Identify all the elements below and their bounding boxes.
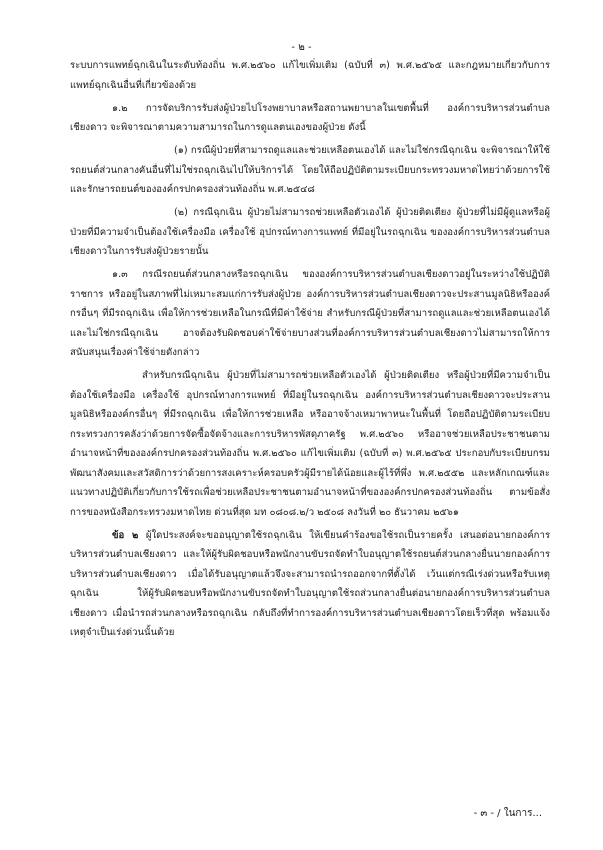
paragraph-1-2: ๑.๒ การจัดบริการรับส่งผู้ป่วยไปโรงพยาบาลหรือสถานพยาบาลในเขตพื้นที่ องค์การบริหารส่วนตำบลเชียงดาว จะพิจารณาตามความสามารถในการดูแลตนเองของผู้ป่วย ดังนี้ [70,102,550,133]
clause-2 [70,526,550,643]
footer-continuation: - ๓ - / ในการ... [473,808,542,819]
paragraph-1-3: ๑.๓ กรณีรถยนต์ส่วนกลางหรือรถฉุกเฉิน ขององค์การบริหารส่วนตำบลเชียงดาวอยู่ในระหว่างใช้ปฏิบัติราชการ หรืออยู่ในสภาพที่ไม่เหมาะสมแก่การรับส่งผู้ป่วย องค์การบริหารส่วนตำบลเชียงดาวจะประสานมูลนิธิหรือองค์กรอื่นๆ ที่มีรถฉุกเฉิน เพื่อให้การช่วยเหลือในกรณีที่มีค่าใช้จ่าย สำหรับกรณีผู้ป่วยที่สามารถดูแลและช่วยเหลือตนเองได้ และไม่ใช่กรณีฉุกเฉิน อาจต้องรับผิดชอบค่าใช้จ่ายบางส่วนที่องค์การบริหารส่วนตำบลเชียงดาวไม่สามารถให้การสนับสนุนเรื่องค่าใช้จ่ายดังกล่าว [70,269,550,358]
document-body [70,56,550,646]
paragraph-1-2-item-1: (๑) กรณีผู้ป่วยที่สามารถดูแลและช่วยเหลือตนเองได้ และไม่ใช่กรณีฉุกเฉิน จะพิจารณาให้ใช้รถยนต์ส่วนกลางคันอื่นที่ไม่ใช่รถฉุกเฉินไปให้บริการได้ โดยให้ถือปฏิบัติตามระเบียบกระทรวงมหาดไทยว่าด้วยการใช้และรักษารถยนต์ขององค์กรปกครองส่วนท้องถิ่น พ.ศ.๒๕๔๘ [70,145,550,195]
clause-2-label: ข้อ ๒ [112,529,139,541]
clause-2-text: ผู้ใดประสงค์จะขออนุญาตใช้รถฉุกเฉิน ให้เขียนคำร้องขอใช้รถเป็นรายครั้ง เสนอต่อนายกองค์การบริหารส่วนตำบลเชียงดาว และให้ผู้รับผิดชอบหรือพนักงานขับรถจัดทำใบอนุญาตใช้รถยนต์ส่วนกลางยื่นนายกองค์การบริหารส่วนตำบลเชียงดาว เมื่อได้รับอนุญาตแล้วจึงจะสามารถนำรถออกจากที่ตั้งได้ เว้นแต่กรณีเร่งด่วนหรือรับเหตุฉุกเฉิน ให้ผู้รับผิดชอบหรือพนักงานขับรถจัดทำใบอนุญาตใช้รถส่วนกลางยื่นต่อนายกองค์การบริหารส่วนตำบลเชียงดาว เมื่อนำรถส่วนกลางหรือรถฉุกเฉิน กลับถึงที่ทำการองค์การบริหารส่วนตำบลเชียงดาวโดยเร็วที่สุด พร้อมแจ้งเหตุจำเป็นเร่งด่วนนั้นด้วย [70,529,551,638]
paragraph-emergency-case: สำหรับกรณีฉุกเฉิน ผู้ป่วยที่ไม่สามารถช่วยเหลือตัวเองได้ ผู้ป่วยติดเตียง หรือผู้ป่วยที่มีความจำเป็นต้องใช้เครื่องมือ เครื่องใช้ อุปกรณ์ทางการแพทย์ ที่มีอยู่ในรถฉุกเฉิน องค์การบริหารส่วนตำบลเชียงดาวจะประสานมูลนิธิหรือองค์กรอื่นๆ ที่มีรถฉุกเฉิน เพื่อให้การช่วยเหลือ หรืออาจจ้างเหมาพาหนะในพื้นที่ โดยถือปฏิบัติตามระเบียบกระทรวงการคลังว่าด้วยการจัดซื้อจัดจ้างและการบริหารพัสดุภาครัฐ พ.ศ.๒๕๖๐ หรืออาจช่วยเหลือประชาชนตามอำนาจหน้าที่ขององค์กรปกครองส่วนท้องถิ่น พ.ศ.๒๕๖๐ แก้ไขเพิ่มเติม (ฉบับที่ ๓) พ.ศ.๒๕๖๕ ประกอบกับระเบียบกรมพัฒนาสังคมและสวัสดิการว่าด้วยการสงเคราะห์ครอบครัวผู้มีรายได้น้อยและผู้ไร้ที่พึ่ง พ.ศ.๒๕๕๒ และหลักเกณฑ์และแนวทางปฏิบัติเกี่ยวกับการใช้รถเพื่อช่วยเหลือประชาชนตามอำนาจหน้าที่ขององค์กรปกครองส่วนท้องถิ่น ตามข้อสั่งการของหนังสือกระทรวงมหาดไทย ด่วนที่สุด มท ๐๘๐๘.๒/ว ๒๕๐๘ ลงวันที่ ๒๐ ธันวาคม ๒๕๖๑ [70,370,550,518]
paragraph-1-2-item-2: (๒) กรณีฉุกเฉิน ผู้ป่วยไม่สามารถช่วยเหลือตัวเองได้ ผู้ป่วยติดเตียง ผู้ป่วยที่ไม่มีผู้ดูแลหรือผู้ป่วยที่มีความจำเป็นต้องใช้เครื่องมือ เครื่องใช้ อุปกรณ์ทางการแพทย์ ที่มีอยู่ในรถฉุกเฉิน ขององค์การบริหารส่วนตำบลเชียงดาวในการรับส่งผู้ป่วยรายนั้น [70,207,550,257]
paragraph-1-continuation: ระบบการแพทย์ฉุกเฉินในระดับท้องถิ่น พ.ศ.๒๕๖๐ แก้ไขเพิ่มเติม (ฉบับที่ ๓) พ.ศ.๒๕๖๕ และกฎหมายเกี่ยวกับการแพทย์ฉุกเฉินอื่นที่เกี่ยวข้องด้วย [70,60,550,91]
page-number: - ๒ - [291,42,312,53]
